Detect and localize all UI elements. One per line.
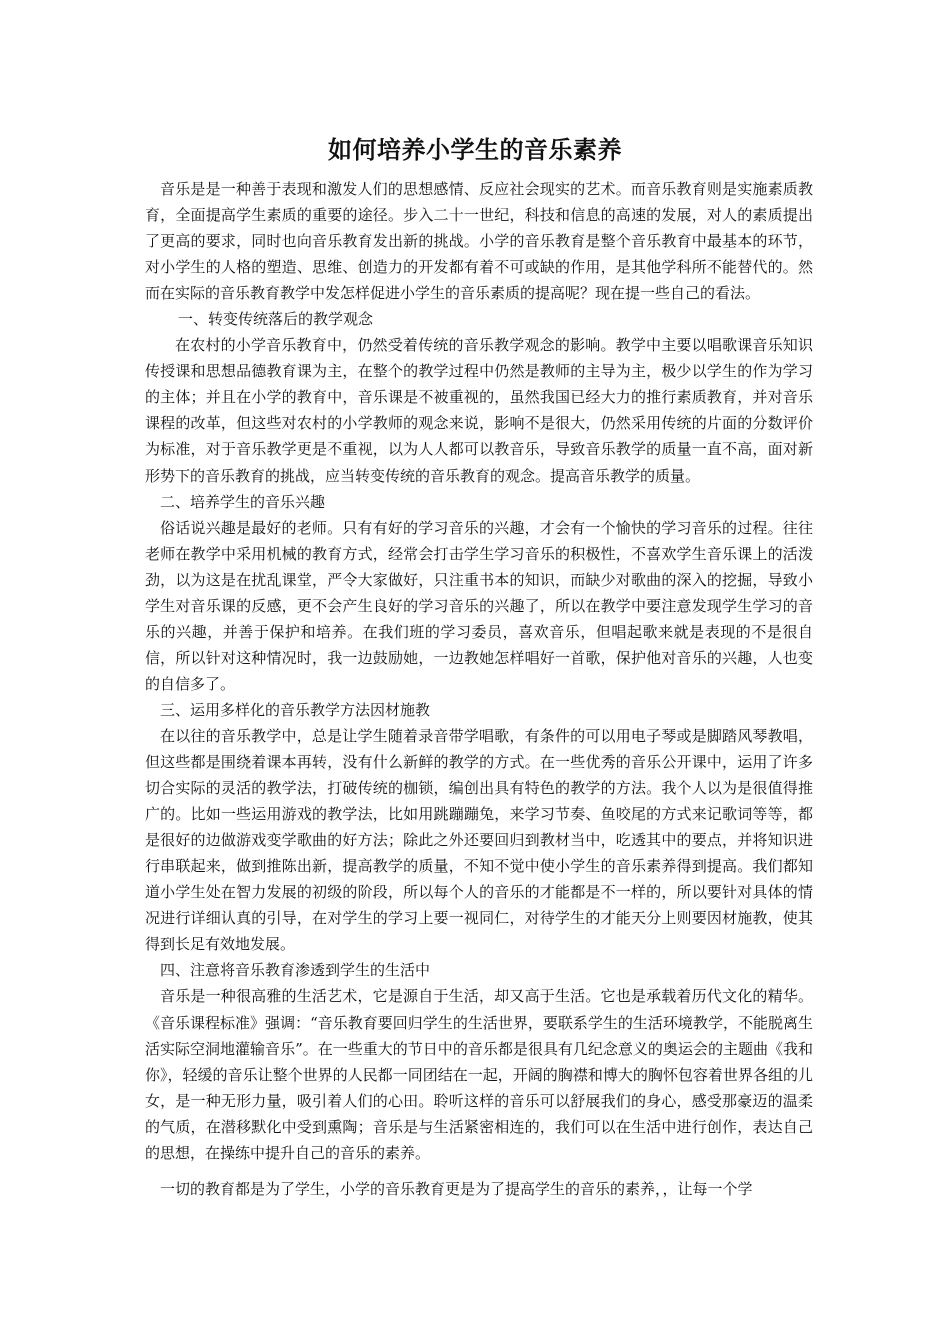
closing-paragraph: 一切的教育都是为了学生，小学的音乐教育更是为了提高学生的音乐的素养，，让每一个学 (160, 1179, 753, 1198)
section-paragraph-4: 音乐是一种很高雅的生活艺术，它是源自于生活，却又高于生活。它也是承载着历代文化的精华。《音乐课程标准》强调：“音乐教育要回归学生的生活世界，要联系学生的生活环境教学，不能脱离生活实际空洞地灌输音乐”。在一些重大的节日中的音乐都是很具有几纪念意义的奥运会的主题曲《我和你》，轻缓的音乐让整个世界的人民都一同团结在一起，开阔的胸襟和博大的胸怀包容着世界各组的儿女，是一种无形力量，吸引着人们的心田。聆听这样的音乐可以舒展我们的身心，感受那豪迈的温柔的气质，在潜移默化中受到熏陶；音乐是与生活紧密相连的，我们可以在生活中进行创作，表达自己的思想，在操练中提升自己的音乐的素养。 (145, 987, 813, 1162)
document-body (145, 176, 813, 1202)
section-heading-3: 三、运用多样化的音乐教学方法因材施教 (160, 700, 431, 719)
section-paragraph-1: 在农村的小学音乐教育中，仍然受着传统的音乐教学观念的影响。教学中主要以唱歌课音乐知识传授课和思想品德教育课为主，在整个的教学过程中仍然是教师的主导为主，极少以学生的作为学习的主体；并且在小学的教育中，音乐课是不被重视的，虽然我国已经大力的推行素质教育，并对音乐课程的改革，但这些对农村的小学教师的观念来说，影响不是很大，仍然采用传统的片面的分数评价为标准，对于音乐教学更是不重视，以为人人都可以教音乐，导致音乐教学的质量一直不高，面对新形势下的音乐教育的挑战，应当转变传统的音乐教育的观念。提高音乐教学的质量。 (145, 336, 813, 485)
section-paragraph-3: 在以往的音乐教学中，总是让学生随着录音带学唱歌，有条件的可以用电子琴或是脚踏风琴教唱，但这些都是围绕着课本再转，没有什么新鲜的教学的方式。在一些优秀的音乐公开课中，运用了许多切合实际的灵活的教学法，打破传统的枷锁，编创出具有特色的教学的方法。我个人以为是很值得推广的。比如一些运用游戏的教学法，比如用跳蹦蹦兔，来学习节奏、鱼咬尾的方式来记歌词等等，都是很好的边做游戏变学歌曲的好方法；除此之外还要回归到教材当中，吃透其中的要点，并将知识进行串联起来，做到推陈出新，提高教学的质量，不知不觉中使小学生的音乐素养得到提高。我们都知道小学生处在智力发展的初级的阶段，所以每个人的音乐的才能都是不一样的，所以要针对具体的情况进行详细认真的引导，在对学生的学习上要一视同仁，对待学生的才能天分上则要因材施教，使其得到长足有效地发展。 (145, 726, 813, 954)
section-paragraph-2: 俗话说兴趣是最好的老师。只有有好的学习音乐的兴趣，才会有一个愉快的学习音乐的过程。往往老师在教学中采用机械的教育方式，经常会打击学生学习音乐的积极性，不喜欢学生音乐课上的活泼劲，以为这是在扰乱课堂，严令大家做好，只注重书本的知识，而缺少对歌曲的深入的挖掘，导致小学生对音乐课的反感，更不会产生良好的学习音乐的兴趣了，所以在教学中要注意发现学生学习的音乐的兴趣，并善于保护和培养。在我们班的学习委员，喜欢音乐，但唱起歌来就是表现的不是很自信，所以针对这种情况时，我一边鼓励她，一边教她怎样唱好一首歌，保护他对音乐的兴趣，人也变的自信多了。 (145, 518, 813, 693)
section-heading-4: 四、注意将音乐教育渗透到学生的生活中 (160, 961, 431, 980)
section-heading-1: 一、转变传统落后的教学观念 (178, 310, 374, 329)
intro-paragraph: 音乐是是一种善于表现和激发人们的思想感情、反应社会现实的艺术。而音乐教育则是实施素质教育，全面提高学生素质的重要的途径。步入二十一世纪，科技和信息的高速的发展，对人的素质提出了更高的要求，同时也向音乐教育发出新的挑战。小学的音乐教育是整个音乐教育中最基本的环节，对小学生的人格的塑造、思维、创造力的开发都有着不可或缺的作用，是其他学科所不能替代的。然而在实际的音乐教育教学中发怎样促进小学生的音乐素质的提高呢？现在提一些自己的看法。 (145, 180, 813, 303)
section-heading-2: 二、培养学生的音乐兴趣 (160, 492, 326, 511)
page-title: 如何培养小学生的音乐素养 (328, 135, 622, 164)
